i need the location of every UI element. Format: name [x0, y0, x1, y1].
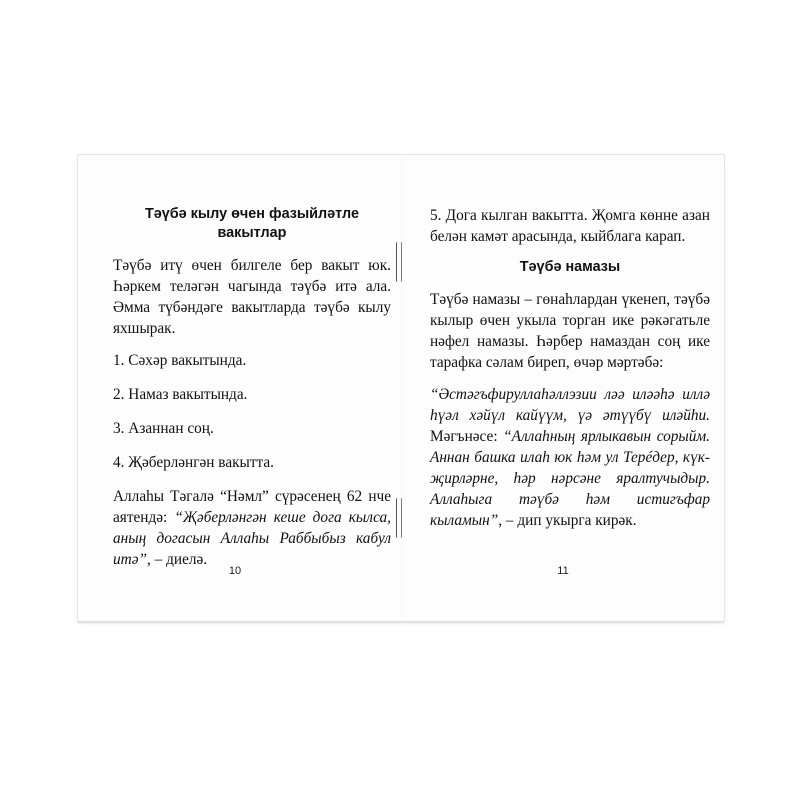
right-page — [430, 205, 710, 542]
time-list — [113, 350, 391, 473]
list-item-5: 5. Дога кылган вакытта. Җомга көнне азан белән камәт арасында, кыйблага карап. — [430, 207, 710, 245]
list-item: 1. Сәхәр вакытында. — [113, 352, 247, 369]
right-page-para: Тәүбә намазы – гөнаһлардан үкенеп, тәүбә кылыр өчен укыла торган ике рәкәгатьле нәфел намазы. Һәрбер намаздан соң ике тарафка сәлам биреп, өчәр мәртәбә: — [430, 291, 710, 371]
book-spread — [78, 155, 724, 621]
meaning-label: Мәгънәсе: — [430, 428, 504, 445]
staple-top — [396, 242, 402, 282]
right-page-heading: Тәүбә намазы — [519, 259, 621, 275]
left-page — [113, 205, 391, 581]
right-page-prayer — [430, 384, 710, 531]
left-page-closing — [113, 486, 391, 570]
list-item: 4. Җәберләнгән вакытта. — [113, 454, 274, 471]
list-item: 3. Азаннан соң. — [113, 420, 214, 437]
page-number-right: 11 — [557, 565, 569, 577]
left-page-heading: Тәүбә кылу өчен фазыйләтле вакытлар — [145, 206, 359, 241]
left-page-intro: Тәүбә итү өчен билгеле бер вакыт юк. Һәркем теләгән чагында тәүбә итә ала. Әмма түбәндәге вакытларда тәүбә кылу яхшырак. — [113, 257, 391, 337]
closing-lead: Аллаһы Тәгалә “Нәмл” сүрәсенең 62 нче аятендә: — [113, 488, 391, 526]
page-number-left: 10 — [228, 565, 242, 577]
prayer-meaning: “Аллаһның ярлыкавын сорыйм. Аннан башка илаһ юк һәм ул Терéдер, күк-җирләрне, һәр нәрсәне яралтучыдыр. Аллаһыга тәүбә һәм истигъфар кыламын” — [430, 428, 710, 529]
staple-bottom — [396, 498, 402, 538]
book-gutter — [401, 155, 402, 621]
closing-tail: , – диелә. — [147, 551, 208, 568]
prayer-tail: , – дип укырга кирәк. — [498, 512, 637, 529]
list-item: 2. Намаз вакытында. — [113, 386, 248, 403]
prayer-arabic: “Әстәгъфируллаһәллэзии ләә иләәһә иллә һүәл хәйүл кайүүм, үә әтүүбү иләйһи. — [430, 386, 710, 424]
closing-quote: “Җәберләнгән кеше дога кылса, аның догасын Аллаһы Раббыбыз кабул итә” — [113, 509, 391, 568]
